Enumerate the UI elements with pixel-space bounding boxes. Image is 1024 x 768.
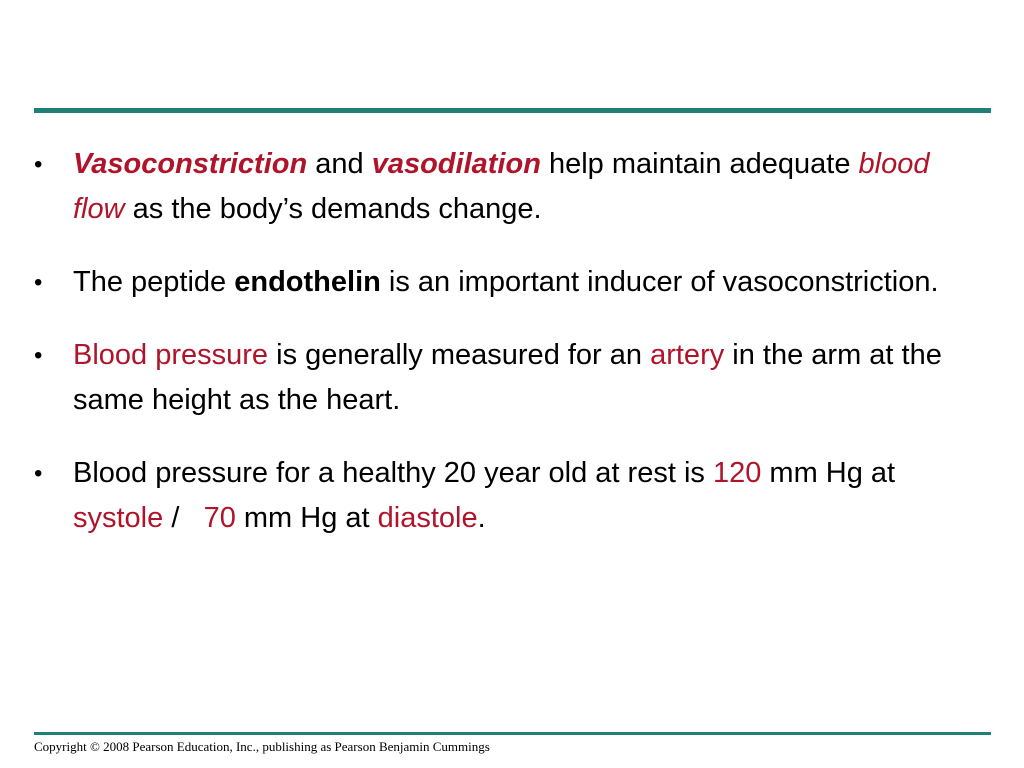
value-diastolic: 70	[203, 502, 236, 534]
bullet-marker: •	[34, 342, 43, 369]
text-segment: and	[307, 148, 372, 180]
bullet-item-endothelin	[34, 260, 974, 305]
bullet-marker: •	[34, 269, 43, 296]
text-segment: is generally measured for an	[268, 339, 651, 371]
term-artery: artery	[650, 339, 725, 371]
term-endothelin: endothelin	[234, 266, 381, 298]
term-vasodilation: vasodilation	[371, 148, 541, 180]
bottom-divider	[34, 732, 991, 735]
bullet-item-blood-pressure-values	[34, 451, 974, 541]
term-blood-pressure: Blood pressure	[73, 339, 269, 371]
text-segment: mm Hg at	[761, 457, 896, 489]
top-divider	[34, 108, 991, 113]
term-systole: systole	[73, 502, 164, 534]
term-blood-flow: blood flow	[73, 148, 930, 225]
text-segment: /	[163, 502, 204, 534]
text-segment: .	[477, 502, 486, 534]
text-segment: in the arm at the same height as the heart.	[73, 339, 942, 416]
text-segment: help maintain adequate	[540, 148, 859, 180]
copyright-footer: Copyright © 2008 Pearson Education, Inc., publishing as Pearson Benjamin Cummings	[34, 739, 490, 754]
bullet-item-blood-pressure-measure	[34, 333, 974, 423]
bullet-marker: •	[34, 460, 43, 487]
text-segment: The peptide	[73, 266, 235, 298]
bullet-list	[34, 142, 974, 569]
term-vasoconstriction: Vasoconstriction	[73, 148, 308, 180]
text-segment: as the body’s demands change.	[124, 193, 542, 225]
term-diastole: diastole	[377, 502, 478, 534]
bullet-item-vasoconstriction	[34, 142, 974, 232]
text-segment: Blood pressure for a healthy 20 year old at rest is	[73, 457, 713, 489]
value-systolic: 120	[712, 457, 762, 489]
text-segment: mm Hg at	[235, 502, 378, 534]
bullet-marker: •	[34, 151, 43, 178]
text-segment: is an important inducer of vasoconstriction.	[380, 266, 939, 298]
